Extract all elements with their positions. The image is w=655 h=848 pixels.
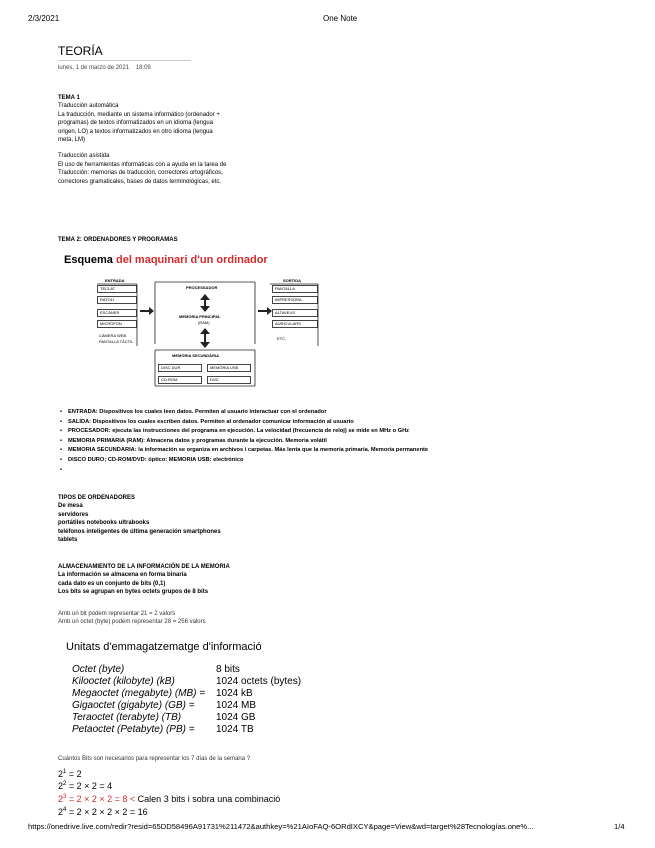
formula-rest: = 2 × 2 × 2 × 2 = 16 xyxy=(66,807,148,817)
note-time: 18:09 xyxy=(135,65,151,71)
sortida-item: IMPRESSORA xyxy=(272,296,318,304)
list-item: • MEMORIA SECUNDARIA: la información se organiza en archivos i carpetas. Más lenta que la memoria primaria. Memoria permanente xyxy=(60,446,428,456)
list-item: tablets xyxy=(58,537,78,544)
unit-value: 1024 octets (bytes) xyxy=(216,676,302,687)
ambun-section xyxy=(58,610,206,627)
table-row xyxy=(72,676,301,688)
list-item: • ENTRADA: Dispositivos los cuales leen datos. Permiten al usuario interactuar con el ordenador xyxy=(60,408,428,418)
entrada-item: TECLAT xyxy=(97,285,137,293)
tema1-p2-line: Traducción: memorias de traducción, correctores ortográficos, xyxy=(58,170,223,177)
list-item: • SALIDA: Dispositivos los cuales escriben datos. Permiten al ordenador comunicar información al usuario xyxy=(60,418,428,428)
ambun-line: Amb un bit podem representar 21 = 2 valors xyxy=(58,611,176,617)
formula-note: Calen 3 bits i sobra una combinació xyxy=(137,794,281,804)
formula-exp: 1 xyxy=(63,769,67,775)
unit-value: 1024 kB xyxy=(216,688,253,699)
diagram-title-red: del maquinari d'un ordinador xyxy=(115,254,268,266)
tema1-p1-line: programas) de textos informatizados en un idioma (lengua xyxy=(58,120,214,127)
entrada-item: PANTALLA TÀCTIL xyxy=(99,339,134,344)
list-item: De mesa xyxy=(58,503,83,510)
formula-base: 2 xyxy=(58,781,64,791)
tema1-sub1: Traducción automática xyxy=(58,103,119,110)
tema1-p1-line: La traducción, mediante un sistema informático (ordenador + xyxy=(58,111,220,118)
almacenamiento-section xyxy=(58,563,230,597)
formula-base: 2 xyxy=(58,807,64,817)
unitats-table xyxy=(72,664,301,736)
tema1-p2-line: correctores gramaticales, bases de datos terminológicas, etc. xyxy=(58,178,222,185)
list-item: • DISCO DURO; CD-ROM/DVD: óptico: MEMORIA USB: electrónico xyxy=(60,456,428,466)
list-item: La información se almacena en forma binaria xyxy=(58,572,187,579)
list-item: • MEMORIA PRIMARIA (RAM): Almacena datos y programas durante la ejecución. Memoria volátil xyxy=(60,437,428,447)
formula-exp: 3 xyxy=(63,794,67,800)
formula-line xyxy=(58,794,280,804)
sortida-title: SORTIDA xyxy=(283,278,301,283)
memoria-principal-label: MEMÒRIA PRINCIPAL xyxy=(179,314,221,319)
tema1-sub2: Traducción asistida xyxy=(58,153,110,160)
table-row xyxy=(72,724,301,736)
unit-value: 1024 MB xyxy=(216,700,257,711)
component-bullet-list xyxy=(60,408,428,466)
formula-rest: = 2 × 2 = 4 xyxy=(66,781,113,791)
list-item: portátiles notebooks ultrabooks xyxy=(58,520,150,527)
tema1-heading: TEMA 1 xyxy=(58,95,80,101)
ambun-line: Amb un octet (byte) podem representar 28 = 256 valors xyxy=(58,619,206,626)
entrada-item: MICRÒFON xyxy=(97,320,137,328)
entrada-item: CÀMERA WEB xyxy=(99,333,127,338)
table-row xyxy=(72,664,301,676)
entrada-item: ESCÀNER xyxy=(97,309,137,317)
unit-name: Gigaoctet (gigabyte) (GB) = xyxy=(72,700,195,711)
formula-rest: = 2 xyxy=(66,769,82,779)
table-row xyxy=(72,688,301,700)
print-date: 2/3/2021 xyxy=(28,14,60,23)
footer-url: https://onedrive.live.com/redir?resid=65DD58496A91731%211472&authkey=%21AIoFAQ-6ORdIXCY&page=View&wd=target%28Tecnologías.one%... xyxy=(28,822,534,831)
diagram-title-black: Esquema xyxy=(64,254,113,266)
unit-value: 8 bits xyxy=(216,664,240,675)
unit-name: Petaoctet (Petabyte) (PB) = xyxy=(72,724,195,735)
sec-item: DISC DUR xyxy=(158,364,202,372)
tema2-heading: TEMA 2: ORDENADORES Y PROGRAMAS xyxy=(58,237,178,243)
unitats-title: Unitats d'emmagatzematge d'informació xyxy=(66,641,262,653)
list-item: • PROCESADOR: ejecuta las instrucciones del programa en ejecución. La velocidad (frecuencia de reloj) se mide en MHz o GHz xyxy=(60,427,428,437)
ram-label: (RAM) xyxy=(198,320,210,325)
note-date-value: lunes, 1 de marzo de 2021 xyxy=(58,65,130,71)
formula-base: 2 xyxy=(58,794,64,804)
list-item: servidores xyxy=(58,511,89,518)
formula-line xyxy=(58,781,112,791)
formula-line xyxy=(58,807,148,817)
question-text: Cuántos Bits son necesarios para representar los 7 días de la semana ? xyxy=(58,756,251,762)
tema1-p1-line: meta, LM) xyxy=(58,137,86,144)
page-number: 1/4 xyxy=(614,822,625,831)
unit-name: Megaoctet (megabyte) (MB) = xyxy=(72,688,206,699)
table-row xyxy=(72,712,301,724)
app-name: One Note xyxy=(323,14,358,23)
entrada-title: ENTRADA xyxy=(105,278,125,283)
formula-exp: 2 xyxy=(63,781,67,787)
unit-name: Teraoctet (terabyte) (TB) xyxy=(72,712,182,723)
formula-rest: = 2 × 2 × 2 = 8 < xyxy=(66,794,138,804)
formula-exp: 4 xyxy=(63,807,67,813)
unit-value: 1024 TB xyxy=(216,724,254,735)
sortida-item: ETC. xyxy=(277,336,287,341)
sortida-item: AURICULARS xyxy=(272,320,318,328)
tema1-p1-line: origen, LO) a textos informatizados en otro idioma (lengua xyxy=(58,128,213,135)
formula-line xyxy=(58,769,82,779)
unit-name: Kilooctet (kilobyte) (kB) xyxy=(72,676,175,687)
sec-item: CD-ROM xyxy=(158,376,202,384)
formula-base: 2 xyxy=(58,769,64,779)
memoria-secundaria-label: MEMÒRIA SECUNDÀRIA xyxy=(172,353,219,358)
tipos-heading: TIPOS DE ORDENADORES xyxy=(58,495,136,501)
almacenamiento-heading: ALMACENAMIENTO DE LA INFORMACIÓN DE LA MEMORIA xyxy=(58,564,230,570)
tema1-p2-line: El uso de herramientas informáticas con a ayuda en la tarea de xyxy=(58,161,227,168)
list-item: cada dato es un conjunto de bits (0,1) xyxy=(58,580,166,587)
sec-item: MEMÒRIA USB xyxy=(207,364,251,372)
list-item: teléfonos inteligentes de última generación smartphones xyxy=(58,528,221,535)
sortida-item: PANTALLA xyxy=(272,285,318,293)
sec-item: DVD xyxy=(207,376,251,384)
processador-label: PROCESSADOR xyxy=(186,285,218,290)
page-title: TEORÍA xyxy=(58,44,103,58)
entrada-item: RATOLÍ xyxy=(97,296,137,304)
table-row xyxy=(72,700,301,712)
list-item: Los bits se agrupan en bytes octets grupos de 8 bits xyxy=(58,589,209,596)
unit-value: 1024 GB xyxy=(216,712,256,723)
tipos-section xyxy=(58,494,221,544)
unit-name: Octet (byte) xyxy=(72,664,125,675)
sortida-item: ALTAVEUS xyxy=(272,309,318,317)
